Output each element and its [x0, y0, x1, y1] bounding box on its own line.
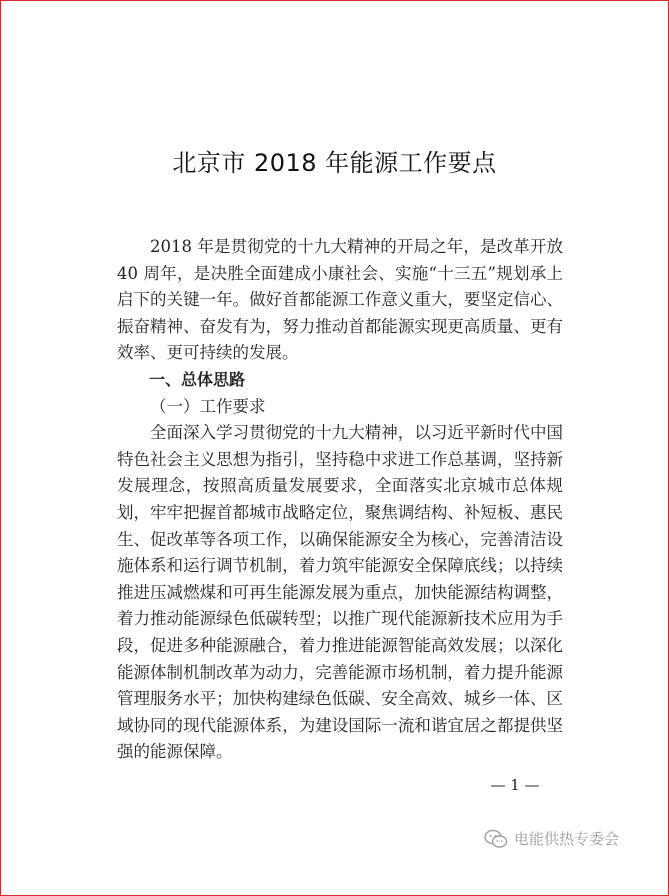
page-number: — 1 — — [490, 776, 540, 794]
body-paragraph: 全面深入学习贯彻党的十九大精神，以习近平新时代中国特色社会主义思想为指引，坚持稳中求进工作总基调，坚持新发展理念，按照高质量发展要求，全面落实北京城市总体规划，牢牢把握首都城市战略定位，聚焦调结构、补短板、惠民生、促改革等各项工作，以确保能源安全为核心，完善清洁设施体系和运行调节机制，着力筑牢能源安全保障底线；以持续推进压减燃煤和可再生能源发展为重点，加快能源结构调整，着力推动能源绿色低碳转型；以推广现代能源新技术应用为手段，促进多种能源融合，着力推进能源智能高效发展；以深化能源体制机制改革为动力，完善能源市场机制，着力提升能源管理服务水平；加快构建绿色低碳、安全高效、城乡一体、区域协同的现代能源体系，为建设国际一流和谐宜居之都提供坚强的能源保障。 — [117, 423, 563, 762]
intro-paragraph: 2018 年是贯彻党的十九大精神的开局之年，是改革开放 40 周年，是决胜全面建成小康社会、实施“十三五”规划承上启下的关键一年。做好首都能源工作意义重大，要坚定信心、振奋精神、奋发有为，努力推动首都能源实现更高质量、更有效率、更可持续的发展。 — [117, 237, 563, 363]
section-heading: 一、总体思路 — [149, 369, 246, 389]
document-title: 北京市 2018 年能源工作要点 — [172, 149, 497, 177]
document-body — [117, 234, 563, 766]
watermark — [484, 828, 619, 849]
wechat-icon — [484, 829, 508, 849]
watermark-text: 电能供热专委会 — [514, 830, 620, 848]
subsection-heading: （一）工作要求 — [150, 396, 266, 416]
